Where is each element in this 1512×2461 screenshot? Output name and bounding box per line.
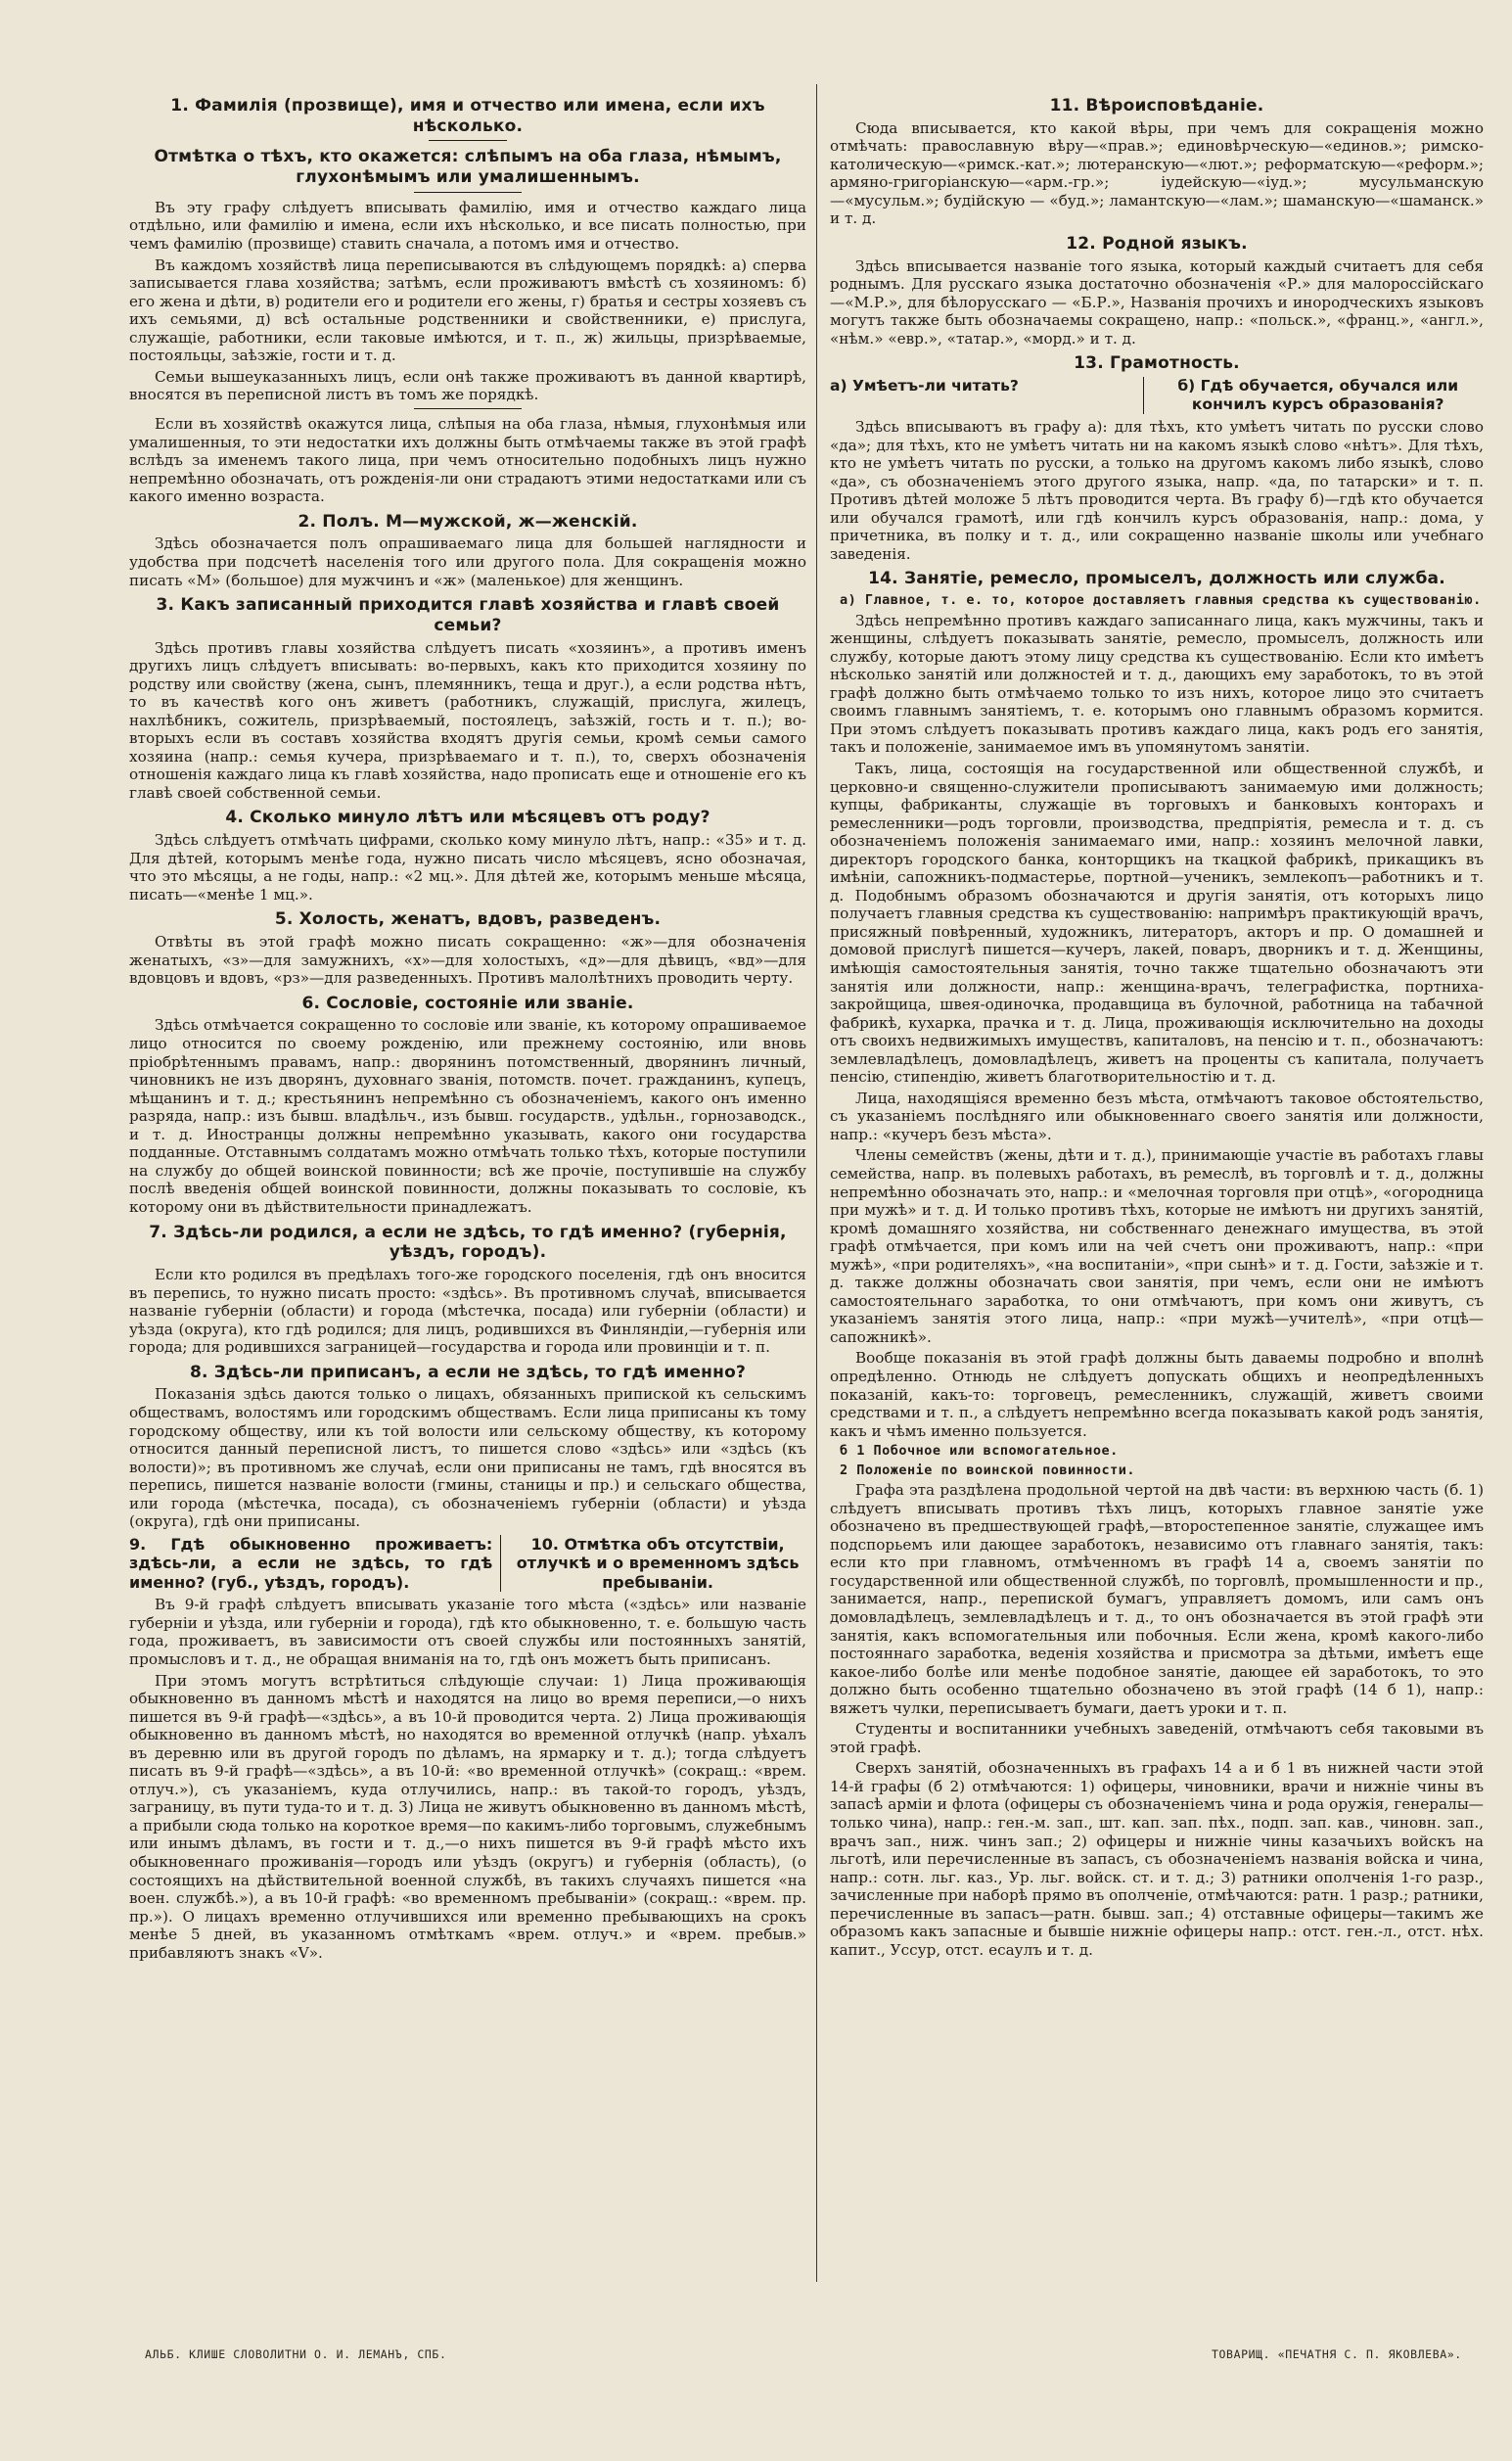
section-1-title: 1. Фамилія (прозвище), имя и отчество или имена, если ихъ нѣсколько. <box>170 96 765 136</box>
section-4-title: 4. Сколько минуло лѣтъ или мѣсяцевъ отъ роду? <box>225 808 710 828</box>
paragraph: Здѣсь слѣдуетъ отмѣчать цифрами, сколько кому минуло лѣтъ, напр.: «35» и т. д. Для дѣтей, которымъ менѣе года, нужно писать число мѣсяцевъ, ясно обозначая, что это мѣсяцы, а не годы, напр.: «2 мц.». Для дѣтей же, которымъ меньше мѣсяца, писать—«менѣе 1 мц.». <box>129 831 806 904</box>
paragraph: Сюда вписывается, кто какой вѣры, при чемъ для сокращенія можно отмѣчать: православную вѣру—«прав.»; единовѣрческую—«единов.»; римско-католическую—«римск.-кат.»; лютеранскую—«лют.»; реформатскую—«реформ.»; армяно-григоріанскую—«арм.-гр.»; іудейскую—«іуд.»; мусульманскую—«мусульм.»; будійскую — «буд.»; ламантскую—«лам.»; шаманскую—«шаманск.» и т. д. <box>830 118 1484 228</box>
printer-credit-left: АЛЬБ. КЛИШЕ СЛОВОЛИТНИ О. И. ЛЕМАНЪ, СПБ. <box>145 2347 447 2361</box>
right-column <box>830 90 1484 1962</box>
paragraph: Здѣсь обозначается полъ опрашиваемаго лица для большей наглядности и удобства при подсчетѣ населенія того или другого пола. Для сокращенія можно писать «М» (большое) для мужчинъ и «ж» (маленькое) для женщинъ. <box>129 534 806 589</box>
section-13-subheads <box>830 377 1484 414</box>
section-6-title: 6. Сословіе, состояніе или званіе. <box>301 993 634 1013</box>
paragraph: При этомъ могутъ встрѣтиться слѣдующіе случаи: 1) Лица проживающія обыкновенно въ данномъ мѣстѣ и находятся на лицо во время переписи,—о нихъ пишется въ 9-й графѣ—«здѣсь», а въ 10-й проводится черта. 2) Лица проживающія обыкновенно въ данномъ мѣстѣ, но находятся во временной отлучкѣ (напр. уѣхалъ въ деревню или въ другой городъ по дѣламъ, на ярмарку и т. д.); тогда слѣдуетъ писать въ 9-й графѣ—«здѣсь», а въ 10-й: «во временной отлучкѣ» (сокращ.: «врем. отлуч.»), съ указаніемъ, куда отлучились, напр.: въ такой-то городъ, уѣздъ, заграницу, въ пути туда-то и т. д. 3) Лица не живутъ обыкновенно въ данномъ мѣстѣ, а прибыли сюда только на короткое время—по какимъ-либо торговымъ, служебнымъ или инымъ дѣламъ, въ гости и т. д.,—о нихъ пишется въ 9-й графѣ мѣсто ихъ обыкновеннаго проживанія—городъ или уѣздъ (округъ) и губернія (область), (о состоящихъ на дѣйствительной военной службѣ, въ такихъ случаяхъ пишется «на воен. службѣ.»), а въ 10-й графѣ: «во временномъ пребываніи» (сокращ.: «врем. пр. пр.»). О лицахъ временно отлучившихся или временно пребывающихъ на срокъ менѣе 5 дней, въ указанномъ отмѣткамъ «врем. отлуч.» и «врем. пребыв.» прибавляютъ знакъ «V». <box>129 1671 806 1962</box>
printer-credit-right: ТОВАРИЩ. «ПЕЧАТНЯ С. П. ЯКОВЛЕВА». <box>1212 2347 1462 2361</box>
paragraph: Студенты и воспитанники учебныхъ заведеній, отмѣчаютъ себя таковыми въ этой графѣ. <box>830 1720 1484 1756</box>
section-12-title: 12. Родной языкъ. <box>1066 234 1248 255</box>
section-14-title: 14. Занятіе, ремесло, промыселъ, должность или служба. <box>868 569 1445 589</box>
paragraph: Показанія здѣсь даются только о лицахъ, обязанныхъ припиской къ сельскимъ обществамъ, волостямъ или городскимъ обществамъ. Если лица приписаны къ тому городскому обществу, или къ той волости или сельскому обществу, къ которому относится данный переписной листъ, то пишется слово «здѣсь» или «здѣсь (къ волости)»; въ противномъ же случаѣ, если они приписаны не тамъ, гдѣ вносятся въ перепись, пишется названіе волости (гмины, станицы и пр.) и сельскаго общества, или города (мѣстечка, посада), съ обозначеніемъ губерніи (области) и уѣзда (округа), гдѣ они приписаны. <box>129 1385 806 1531</box>
section-13b-title: б) Гдѣ обучается, обучался или кончилъ курсъ образованія? <box>1143 377 1484 414</box>
section-14b1-title: б 1 Побочное или вспомогательное. <box>840 1443 1119 1460</box>
paragraph: Лица, находящіяся временно безъ мѣста, отмѣчаютъ таковое обстоятельство, съ указаніемъ послѣдняго или обыкновеннаго своего занятія или должности, напр.: «кучеръ безъ мѣста». <box>830 1089 1484 1143</box>
paragraph: Если кто родился въ предѣлахъ того-же городского поселенія, гдѣ онъ вносится въ перепись, то нужно писать просто: «здѣсь». Въ противномъ случаѣ, вписывается названіе губерніи (области) и города (мѣстечка, посада) или губерніи (области) и уѣзда (округа), кто гдѣ родился; для лицъ, родившихся въ Финляндіи,—губернія или города; для родившихся заграницей—государства и города или провинціи и т. п. <box>129 1265 806 1357</box>
paragraph: Графа эта раздѣлена продольной чертой на двѣ части: въ верхнюю часть (б. 1) слѣдуетъ вписывать противъ тѣхъ лицъ, которыхъ главное занятіе уже обозначено въ предшествующей графѣ,—второстепенное занятіе, служащее имъ подспорьемъ или дающее заработокъ, независимо отъ главнаго занятія, такъ: если кто при главномъ, отмѣченномъ въ графѣ 14 а, своемъ занятіи по государственной или общественной службѣ, по торговлѣ, промышленности и пр., занимается, напр., перепиской бумагъ, управляетъ домомъ, или самъ онъ домовладѣлецъ, землевладѣлецъ и т. д., то онъ обозначается въ этой графѣ эти занятія, какъ вспомогательныя или побочныя. Если жена, кромѣ какого-либо постояннаго заработка, веденія хозяйства и присмотра за дѣтьми, имѣетъ еще какое-либо болѣе или менѣе подобное занятіе, дающее ей заработокъ, то это должно быть особенно тщательно обозначено въ этой графѣ (14 б 1), напр.: вяжетъ чулки, переписываетъ бумаги, даетъ уроки и т. п. <box>830 1481 1484 1717</box>
paragraph: Въ 9-й графѣ слѣдуетъ вписывать указаніе того мѣста («здѣсь» или названіе губерніи и уѣзда, или губерніи и города), гдѣ кто обыкновенно, т. е. большую часть года, проживаетъ, въ зависимости отъ своей службы или постоянныхъ занятій, промысловъ и т. д., не обращая вниманія на то, гдѣ онъ можетъ быть приписанъ. <box>129 1596 806 1668</box>
paragraph: Здѣсь непремѣнно противъ каждаго записаннаго лица, какъ мужчины, такъ и женщины, слѣдуетъ показывать занятіе, ремесло, промыселъ, должность или службу, которые даютъ этому лицу средства къ существованію. Если кто имѣетъ нѣсколько занятій или должностей и т. д., дающихъ ему заработокъ, то въ этой графѣ должно быть отмѣчаемо только то изъ нихъ, которое лицо это считаетъ своимъ главнымъ занятіемъ, т. е. которымъ оно главнымъ образомъ кормится. При этомъ слѣдуетъ показывать противъ каждаго лица, какъ родъ его занятія, такъ и положеніе, занимаемое имъ въ упомянутомъ занятіи. <box>830 611 1484 757</box>
section-7-title: 7. Здѣсь-ли родился, а если не здѣсь, то гдѣ именно? (губернія, уѣздъ, городъ). <box>149 1222 787 1263</box>
paragraph: Отвѣты въ этой графѣ можно писать сокращенно: «ж»—для обозначенія женатыхъ, «з»—для замужнихъ, «х»—для холостыхъ, «д»—для дѣвицъ, «вд»—для вдовцовъ и вдовъ, «рз»—для разведенныхъ. Противъ малолѣтнихъ проводить черту. <box>129 933 806 988</box>
left-column <box>129 90 806 1965</box>
section-1-subtitle: Отмѣтка о тѣхъ, кто окажется: слѣпымъ на оба глаза, нѣмымъ, глухонѣмымъ или умалишеннымъ. <box>154 147 782 188</box>
divider <box>414 408 522 409</box>
section-9-title: 9. Гдѣ обыкновенно проживаетъ: здѣсь-ли, а если не здѣсь, то гдѣ именно? (губ., уѣздъ, городъ). <box>129 1534 493 1592</box>
section-14a-title: а) Главное, т. е. то, которое доставляетъ главныя средства къ существованію. <box>840 592 1482 609</box>
divider <box>414 192 522 193</box>
paragraph: Вообще показанія въ этой графѣ должны быть даваемы подробно и вполнѣ опредѣленно. Отнюдь не слѣдуетъ допускать общихъ и неопредѣленныхъ показаній, какъ-то: торговецъ, ремесленникъ, служащій, живетъ своими средствами и т. п., а слѣдуетъ непремѣнно всегда показывать какой родъ занятія, какъ и чѣмъ именно пользуется. <box>830 1349 1484 1440</box>
paragraph: Въ эту графу слѣдуетъ вписывать фамилію, имя и отчество каждаго лица отдѣльно, или фамилію и имена, если ихъ нѣсколько, и все писать полностью, при чемъ фамилію (прозвище) ставить сначала, а потомъ имя и отчество. <box>129 198 806 254</box>
section-5-title: 5. Холость, женатъ, вдовъ, разведенъ. <box>274 909 662 930</box>
section-13-title: 13. Грамотность. <box>1074 353 1240 374</box>
paragraph: Если въ хозяйствѣ окажутся лица, слѣпыя на оба глаза, нѣмыя, глухонѣмыя или умалишенныя, то эти недостатки ихъ должны быть отмѣчаемы также въ этой графѣ вслѣдъ за именемъ такого лица, при чемъ относительно подобныхъ лицъ нужно непремѣнно обозначать, отъ рожденія-ли они страдаютъ этими недостатками или съ какого именно возраста. <box>129 414 806 506</box>
section-14b2-title: 2 Положеніе по воинской повинности. <box>840 1462 1135 1478</box>
paragraph: Здѣсь противъ главы хозяйства слѣдуетъ писать «хозяинъ», а противъ именъ другихъ лицъ слѣдуетъ вписывать: во-первыхъ, какъ кто приходится хозяину по родству или свойству (жена, сынъ, племянникъ, теща и друг.), а если родства нѣтъ, то въ качествѣ кого онъ живетъ (работникъ, служащій, прислуга, жилецъ, нахлѣбникъ, сожитель, призрѣваемый, постоялецъ, заѣзжій, гость и т. п.); во-вторыхъ если въ составъ хозяйства входятъ другія семьи, кромѣ семьи самого хозяина (напр.: семья кучера, призрѣваемаго и т. п.), то, сверхъ обозначенія отношенія каждаго лица къ главѣ хозяйства, надо прописать еще и отношеніе его къ главѣ своей собственной семьи. <box>129 638 806 802</box>
paragraph: Здѣсь отмѣчается сокращенно то сословіе или званіе, къ которому опрашиваемое лицо относится по своему рожденію, или прежнему состоянію, или вновь пріобрѣтеннымъ правамъ, напр.: дворянинъ потомственный, дворянинъ личный, чиновникъ не изъ дворянъ, духовнаго званія, потомств. почет. гражданинъ, купецъ, мѣщанинъ и т. д.; крестьянинъ непремѣнно съ обозначеніемъ, какого онъ именно разряда, напр.: изъ бывш. владѣльч., изъ бывш. государств., удѣльн., горнозаводск., и т. д. Иностранцы должны непремѣнно указывать, какого они государства подданные. Отставнымъ солдатамъ можно отмѣчать только тѣхъ, которые поступили на службу до общей воинской повинности; всѣ же прочіе, поступившіе на службу послѣ введенія общей воинской повинности, должны показывать то сословіе, къ которому они въ дѣйствительности принадлежатъ. <box>129 1016 806 1216</box>
column-divider <box>816 84 817 2282</box>
paragraph: Такъ, лица, состоящія на государственной или общественной службѣ, и церковно-и священно-служители прописываютъ занимаемую ими должность; купцы, фабриканты, служащіе въ торговыхъ и банковыхъ конторахъ и ремесленники—родъ торговли, производства, предпріятія, ремесла и т. д. съ обозначеніемъ положенія занимаемаго ими, напр.: хозяинъ мелочной лавки, директоръ городского банка, конторщикъ на ткацкой фабрикѣ, прикащикъ въ имѣніи, сапожникъ-подмастерье, портной—ученикъ, землекопъ—работникъ и т. д. Подобнымъ образомъ обозначаются и другія занятія, отъ которыхъ лицо получаетъ главныя средства къ существованію: напримѣръ практикующій врачъ, присяжный повѣренный, художникъ, литераторъ, акторъ и пр. О домашней и домовой прислугѣ пишется—кучеръ, лакей, поваръ, дворникъ и т. д. Женщины, имѣющія самостоятельныя занятія, точно также тщательно обозначаютъ эти занятія или должности, напр.: женщина-врачъ, телеграфистка, портниха-закройщица, швея-одиночка, продавщица въ булочной, работница на табачной фабрикѣ, кухарка, прачка и т. д. Лица, проживающія исключительно на доходы отъ своихъ недвижимыхъ имуществъ, капиталовъ, на пенсію и т. п., обозначаютъ: землевладѣлецъ, домовладѣлецъ, живетъ на проценты съ капитала, получаетъ пенсію, стипендію, живетъ благотворительностію и т. д. <box>830 759 1484 1087</box>
paragraph: Здѣсь вписывается названіе того языка, который каждый считаетъ для себя роднымъ. Для русскаго языка достаточно обозначенія «Р.» для малороссійскаго—«М.Р.», для бѣлорусскаго — «Б.Р.», Названія прочихъ и инородческихъ языковъ могутъ также быть обозначаемы сокращено, напр.: «польск.», «франц.», «англ.», «нѣм.» «евр.», «татар.», «морд.» и т. д. <box>830 256 1484 348</box>
section-9-10-heading <box>129 1535 806 1593</box>
section-8-title: 8. Здѣсь-ли приписанъ, а если не здѣсь, то гдѣ именно? <box>189 1362 747 1382</box>
paragraph: Сверхъ занятій, обозначенныхъ въ графахъ 14 а и б 1 въ нижней части этой 14-й графы (б 2) отмѣчаются: 1) офицеры, чиновники, врачи и нижніе чины въ запасѣ арміи и флота (офицеры съ обозначеніемъ чина и рода оружія, генералы—только чина), напр.: ген.-м. зап., шт. кап. зап. пѣх., подп. зап. кав., чиновн. зап., врачъ зап., ниж. чинъ зап.; 2) офицеры и нижніе чины казачьихъ войскъ на льготѣ, или перечисленные въ запасъ, съ обозначеніемъ названія войска и чина, напр.: сотн. льг. каз., Ур. льг. войск. ст. и т. д.; 3) ратники ополченія 1-го разр., зачисленные при наборѣ прямо въ ополченіе, отмѣчаются: ратн. 1 разр.; ратники, перечисленные въ запасъ—ратн. бывш. зап.; 4) отставные офицеры—такимъ же образомъ какъ запасные и бывшіе нижніе офицеры напр.: отст. ген.-л., отст. нѣх. капит., Уссур, отст. есаулъ и т. д. <box>830 1759 1484 1959</box>
divider <box>429 140 507 141</box>
section-13a-title: а) Умѣетъ-ли читать? <box>830 377 1019 395</box>
section-2-title: 2. Полъ. М—мужской, ж—женскій. <box>298 511 638 532</box>
paragraph: Въ каждомъ хозяйствѣ лица переписываются въ слѣдующемъ порядкѣ: а) сперва записывается глава хозяйства; затѣмъ, если проживаютъ вмѣстѣ съ хозяиномъ: б) его жена и дѣти, в) родители его и родители его жены, г) братья и сестры хозяевъ съ ихъ семьями, д) всѣ остальные родственники и свойственники, е) прислуга, служащіе, работники, если таковые имѣются, и т. п., ж) жильцы, призрѣваемые, постояльцы, заѣзжіе, гости и т. д. <box>129 255 806 365</box>
paragraph: Семьи вышеуказанныхъ лицъ, если онѣ также проживаютъ въ данной квартирѣ, вносятся въ переписной листъ въ томъ же порядкѣ. <box>129 367 806 404</box>
section-3-title: 3. Какъ записанный приходится главѣ хозяйства и главѣ своей семьи? <box>156 595 780 635</box>
paragraph: Здѣсь вписываютъ въ графу а): для тѣхъ, кто умѣетъ читать по русски слово «да»; для тѣхъ, кто не умѣетъ читать ни на какомъ языкѣ слово «нѣтъ». Для тѣхъ, кто не умѣетъ читать по русски, а только на другомъ какомъ либо языкѣ, слово «да», съ обозначеніемъ этого другого языка, напр. «да, по татарски» и т. п. Противъ дѣтей моложе 5 лѣтъ проводится черта. Въ графу б)—гдѣ кто обучается или обучался грамотѣ, или гдѣ кончилъ курсъ образованія, напр.: дома, у причетника, въ полку и т. д., или сокращенно названіе школы или учебнаго заведенія. <box>830 418 1484 563</box>
section-10-title: 10. Отмѣтка объ отсутствіи, отлучкѣ и о временномъ здѣсь пребываніи. <box>500 1535 806 1593</box>
paragraph: Члены семействъ (жены, дѣти и т. д.), принимающіе участіе въ работахъ главы семейства, напр. въ полевыхъ работахъ, въ ремеслѣ, въ торговлѣ и т. д., должны непремѣнно обозначать это, напр.: и «мелочная торговля при отцѣ», «огородница при мужѣ» и т. д. И только противъ тѣхъ, которые не имѣютъ ни другихъ занятій, кромѣ домашняго хозяйства, ни собственнаго денежнаго имущества, въ этой графѣ отмѣчается, при комъ или на чей счетъ они проживаютъ, напр.: «при мужѣ», «при родителяхъ», «на воспитаніи», «при сынѣ» и т. д. Гости, заѣзжіе и т. д. также должны обозначать свои занятія, при чемъ, если они не имѣютъ самостоятельнаго заработка, то они отмѣчаютъ, при комъ они живутъ, съ указаніемъ занятія этого лица, напр.: «при мужѣ—учителѣ», «при отцѣ—сапожникѣ». <box>830 1146 1484 1346</box>
section-11-title: 11. Вѣроисповѣданіе. <box>1049 96 1264 116</box>
